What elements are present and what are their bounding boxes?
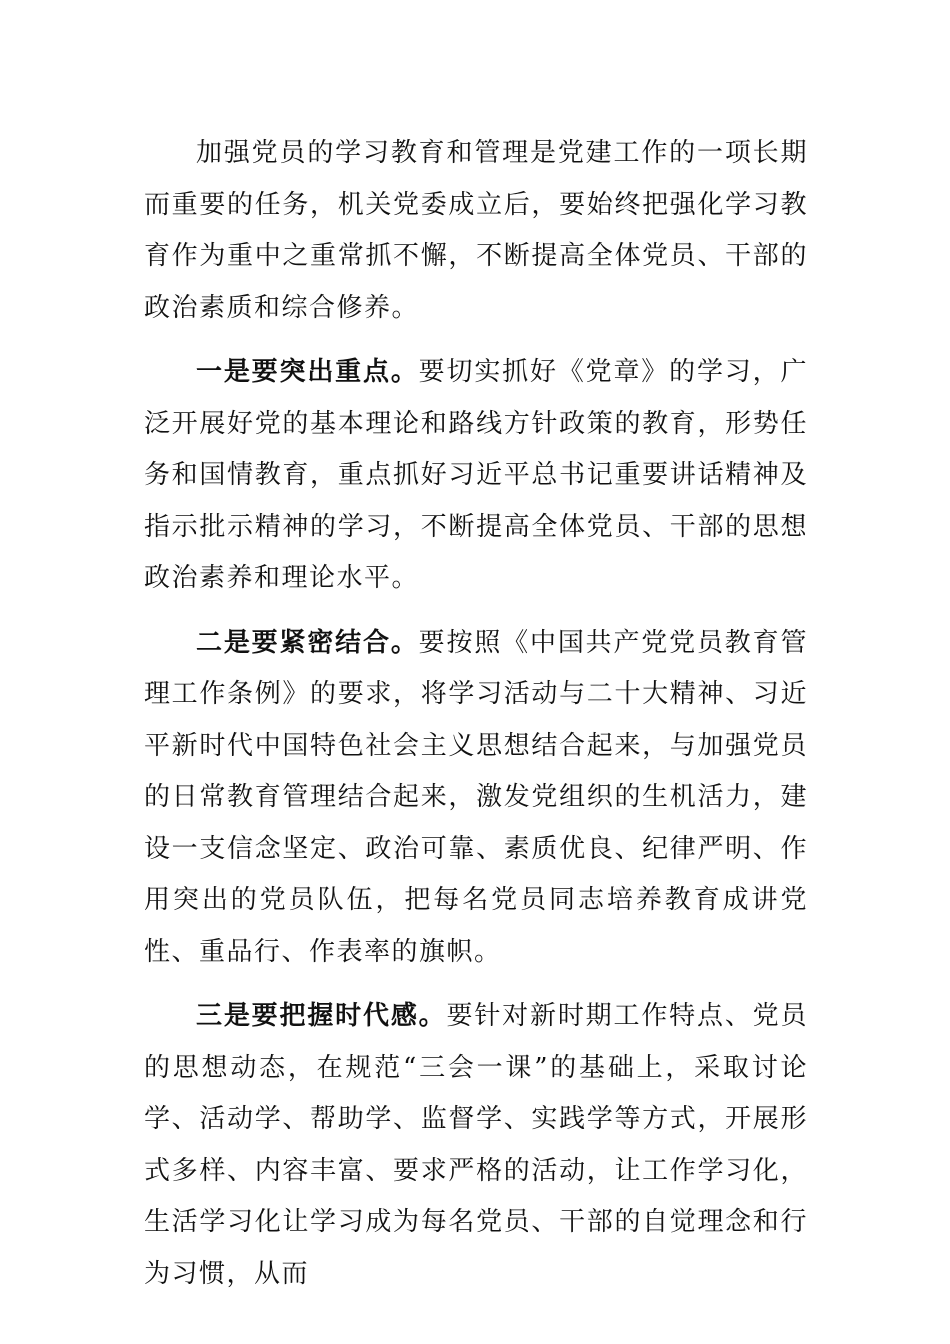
paragraph-intro — [144, 128, 808, 334]
paragraph-lead: 一是要突出重点。 — [196, 357, 419, 387]
paragraph-point-1 — [144, 347, 808, 605]
paragraph-text: 要针对新时期工作特点、党员的思想动态，在规范“三会一课”的基础上，采取讨论学、活动学、帮助学、监督学、实践学等方式，开展形式多样、内容丰富、要求严格的活动，让工作学习化，生活学习化让学习成为每名党员、干部的自觉理念和行为习惯，从而 — [144, 1001, 808, 1289]
paragraph-lead: 二是要紧密结合。 — [196, 627, 419, 658]
document-body — [144, 128, 808, 1313]
paragraph-text: 加强党员的学习教育和管理是党建工作的一项长期而重要的任务，机关党委成立后，要始终把强化学习教育作为重中之重常抓不懈，不断提高全体党员、干部的政治素质和综合修养。 — [144, 138, 808, 323]
paragraph-text: 要切实抓好《党章》的学习，广泛开展好党的基本理论和路线方针政策的教育，形势任务和国情教育，重点抓好习近平总书记重要讲话精神及指示批示精神的学习，不断提高全体党员、干部的思想政治素养和理论水平。 — [144, 357, 808, 593]
paragraph-point-2 — [144, 618, 808, 979]
paragraph-text: 要按照《中国共产党党员教育管理工作条例》的要求，将学习活动与二十大精神、习近平新时代中国特色社会主义思想结合起来，与加强党员的日常教育管理结合起来，激发党组织的生机活力，建设一支信念坚定、政治可靠、素质优良、纪律严明、作用突出的党员队伍，把每名党员同志培养教育成讲党性、重品行、作表率的旗帜。 — [144, 627, 808, 967]
paragraph-point-3 — [144, 991, 808, 1300]
paragraph-lead: 三是要把握时代感。 — [196, 1001, 447, 1031]
